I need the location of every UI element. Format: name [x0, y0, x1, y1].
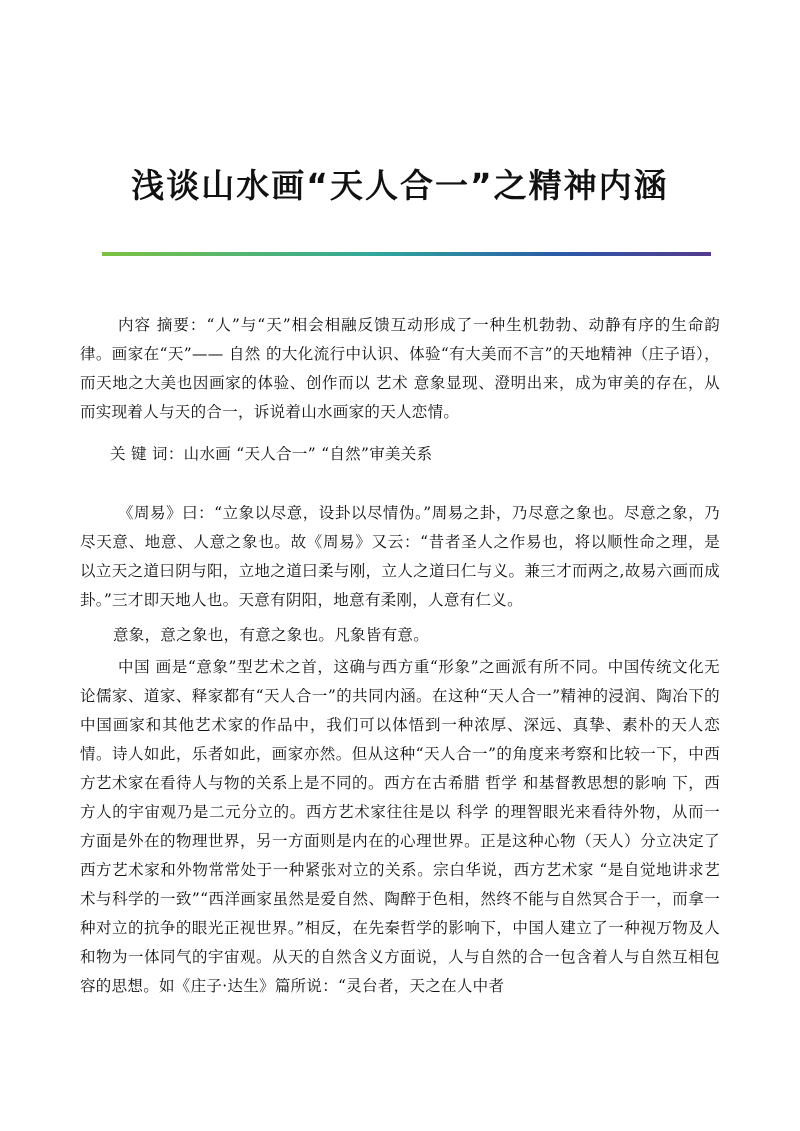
abstract-paragraph: 内容 摘要：“人”与“天”相会相融反馈互动形成了一种生机勃勃、动静有序的生命韵律。画家在“天”—— 自然 的大化流行中认识、体验“有大美而不言”的天地精神（庄子语），而天地之大美也因画家的体验、创作而以 艺术 意象显现、澄明出来，成为审美的存在，从而实现着人与天的合一，诉说着山水画家的天人恋情。 — [80, 316, 720, 421]
title-divider — [102, 252, 711, 256]
body-paragraph-2: 意象，意之象也，有意之象也。凡象皆有意。 — [113, 626, 430, 644]
document-title: 浅谈山水画“天人合一”之精神内涵 — [131, 166, 669, 205]
body-paragraph-3: 中国 画是“意象”型艺术之首，这确与西方重“形象”之画派有所不同。中国传统文化无论儒家、道家、释家都有“天人合一”的共同内涵。在这种“天人合一”精神的浸润、陶冶下的中国画家和其他艺术家的作品中，我们可以体悟到一种浓厚、深远、真挚、素朴的天人恋情。诗人如此，乐者如此，画家亦然。但从这种“天人合一”的角度来考察和比较一下，中西方艺术家在看待人与物的关系上是不同的。西方在古希腊 哲学 和基督教思想的影响 下，西方人的宇宙观乃是二元分立的。西方艺术家往往是以 科学 的理智眼光来看待外物，从而一方面是外在的物理世界，另一方面则是内在的心理世界。正是这种心物（天人）分立决定了西方艺术家和外物常常处于一种紧张对立的关系。宗白华说，西方艺术家 “是自觉地讲求艺术与科学的一致”“西洋画家虽然是爱自然、陶醉于色相，然终不能与自然冥合于一，而拿一种对立的抗争的眼光正视世界。”相反，在先秦哲学的影响下，中国人建立了一种视万物及人和物为一体同气的宇宙观。从天的自然含义方面说，人与自然的合一包含着人与自然互相包容的思想。如《庄子·达生》篇所说：“灵台者，天之在人中者 — [80, 658, 720, 995]
body-paragraph-1: 《周易》曰：“立象以尽意，设卦以尽情伪。”周易之卦，乃尽意之象也。尽意之象，乃尽天意、地意、人意之象也。故《周易》又云：“昔者圣人之作易也，将以顺性命之理，是以立天之道曰阴与阳，立地之道曰柔与刚，立人之道曰仁与义。兼三才而两之,故易六画而成卦。”三才即天地人也。天意有阴阳，地意有柔刚，人意有仁义。 — [80, 504, 720, 609]
keywords-line: 关 键 词：山水画 “天人合一” “自然”审美关系 — [110, 445, 433, 463]
